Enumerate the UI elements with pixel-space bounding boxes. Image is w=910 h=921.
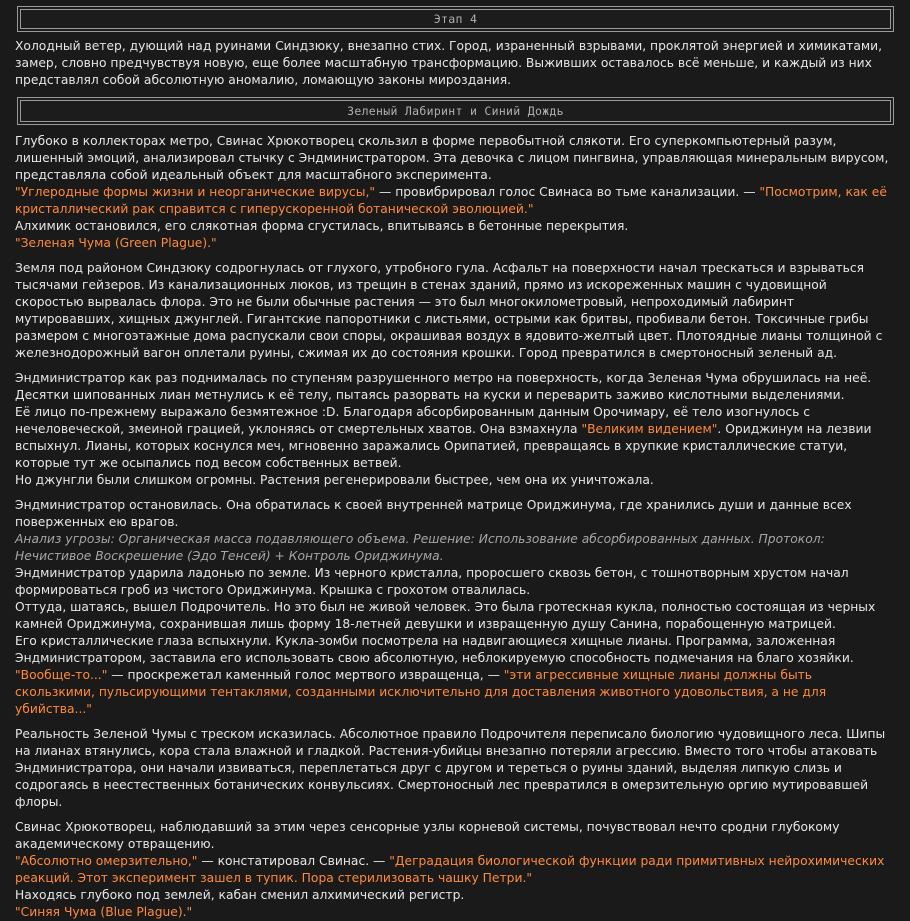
paragraph-block-6 <box>15 819 894 921</box>
stage-title: Этап 4 <box>20 9 891 29</box>
paragraph-block-1 <box>15 133 894 252</box>
paragraph-block-5: Реальность Зеленой Чумы с треском исказилась. Абсолютное правило Подрочителя переписало биологию чудовищного леса. Шипы на лианах втянулись, кора стала влажной и гладкой. Растения-убийцы внезапно потеряли агрессию. Вместо того чтобы атаковать Эндминистратора, они начали извиваться, переплетаться друг с другом и тереться о руины зданий, выделяя липкую слизь и содрогаясь в неестественных ботанических конвульсиях. Смертоносный лес превратился в омерзительную оргию мутировавшей флоры. <box>15 727 886 809</box>
dialogue-quote: "Синяя Чума (Blue Plague)." <box>15 905 193 919</box>
dialogue-quote: "Великим видением" <box>581 422 718 436</box>
narration-text: Эндминистратор как раз поднималась по ступеням разрушенного метро на поверхность, когда Зеленая Чума обрушилась на неё. Десятки шипованных лиан метнулись к её телу, пытаясь разорвать на куски и переварить заживо кислотными выделениями. <box>15 371 872 402</box>
dialogue-quote: "Углеродные формы жизни и неорганические вирусы," <box>15 185 376 199</box>
narration-text: — констатировал Свинас. — <box>197 854 390 868</box>
narration-text: Его кристаллические глаза вспыхнули. Кукла-зомби посмотрела на надвигающиеся хищные лианы. Программа, заложенная Эндминистратором, заставила его использовать свою абсолютную, неблокируемую способность подмечания на благо хозяйки. <box>15 634 854 665</box>
section-header <box>17 97 894 125</box>
dialogue-quote: "Зеленая Чума (Green Plague)." <box>15 236 217 250</box>
intro-paragraph: Холодный ветер, дующий над руинами Синдзюку, внезапно стих. Город, израненный взрывами, проклятой энергией и химикатами, замер, словно предчувствуя новую, еще более масштабную трансформацию. Выживших оставалось всё меньше, и каждый из них представлял собой абсолютную аномалию, ломающую законы мироздания. <box>15 39 883 87</box>
narration-line <box>15 404 894 472</box>
narration-text: Находясь глубоко под землей, кабан сменил алхимический регистр. <box>15 888 465 902</box>
narration-text: — проскрежетал каменный голос мертвого извращенца, — <box>107 668 504 682</box>
narration-text: — провибрировал голос Свинаса во тьме канализации. — <box>375 185 760 199</box>
section-title: Зеленый Лабиринт и Синий Дождь <box>20 100 891 122</box>
paragraph-block-2: Земля под районом Синдзюку содрогнулась от глухого, утробного гула. Асфальт на поверхности начал трескаться и взрываться тысячами гейзеров. Из канализационных люков, из трещин в стенах зданий, прямо из искореженных машин с чудовищной скоростью вырвалась флора. Это не были обычные растения — это был многокилометровый, непроходимый лабиринт мутировавших, хищных джунглей. Гигантские папоротники с листьями, острыми как бритвы, пробивали бетон. Токсичные грибы размером с многоэтажные дома распускали свои споры, окрашивая воздух в ядовито-желтый цвет. Плотоядные лианы толщиной с железнодорожный вагон оплетали руины, сжимая их до состояния крошки. Город превратился в смертоносный зеленый ад. <box>15 261 883 360</box>
narration-text: Эндминистратор ударила ладонью по земле. Из черного кристалла, проросшего сквозь бетон, с тошнотворным хрустом начал формироваться гроб из чистого Ориджинума. Крышка с грохотом отвалилась. <box>15 566 849 597</box>
dialogue-quote: "Деградация биологической функции ради примитивных нейрохимических реакций. Этот эксперимент зашел в тупик. Пора стерилизовать чашку Петри." <box>15 854 885 885</box>
narration-text: Её лицо по-прежнему выражало безмятежное :D. Благодаря абсорбированным данным Орочимару, её тело изогнулось с нечеловеческой, змеиной грацией, уклоняясь от смертельных хватов. Она взмахнула <box>15 405 811 436</box>
dialogue-quote: "Посмотрим, как её кристаллический рак справится с гиперускоренной ботанической эволюцией." <box>15 185 887 216</box>
narration-text: Эндминистратор остановилась. Она обратилась к своей внутренней матрице Ориджинума, где хранились души и данные всех поверженных ею врагов. <box>15 498 852 529</box>
paragraph-block-4 <box>15 497 894 718</box>
narration-text: Но джунгли были слишком огромны. Растения регенерировали быстрее, чем она их уничтожала. <box>15 473 654 487</box>
analysis-text: Анализ угрозы: Органическая масса подавляющего объема. Решение: Использование абсорбированных данных. Протокол: Нечистивое Воскрешение (Эдо Тенсей) + Контроль Ориджинума. <box>15 532 825 563</box>
narration-text: . Ориджинум на лезвии вспыхнул. Лианы, которых коснулся меч, мгновенно заражались Орипатией, превращаясь в хрупкие кристаллические статуи, которые тут же осыпались под весом собственных ветвей. <box>15 422 872 470</box>
stage-header <box>17 6 894 32</box>
paragraph-block-3 <box>15 370 894 489</box>
narration-text: Алхимик остановился, его слякотная форма сгустилась, впитываясь в бетонные перекрытия. <box>15 219 629 233</box>
dialogue-line <box>15 667 894 718</box>
dialogue-quote: "Вообще-то..." <box>15 668 108 682</box>
dialogue-quote: "Абсолютно омерзительно," <box>15 854 198 868</box>
dialogue-line <box>15 184 894 218</box>
narration-text: Глубоко в коллекторах метро, Свинас Хрюкотворец скользил в форме первобытной слякоти. Его суперкомпьютерный разум, лишенный эмоций, анализировал стычку с Эндминистратором. Эта девочка с лицом пингвина, управляющая минеральным вирусом, представляла собой идеальный объект для масштабного эксперимента. <box>15 134 889 182</box>
dialogue-line <box>15 853 894 887</box>
narration-text: Оттуда, шатаясь, вышел Подрочитель. Но это был не живой человек. Это была гротескная кукла, полностью состоящая из черных камней Ориджинума, сохранившая лишь форму 18-летней девушки и извращенную душу Санина, порабощенную матрицей. <box>15 600 876 631</box>
narration-text: Свинас Хрюкотворец, наблюдавший за этим через сенсорные узлы корневой системы, почувствовал нечто сродни глубокому академическому отвращению. <box>15 820 840 851</box>
dialogue-quote: "эти агрессивные хищные лианы должны быть скользкими, пульсирующими тентаклями, созданными исключительно для доставления животного удовольствия, а не для убийства..." <box>15 668 827 716</box>
